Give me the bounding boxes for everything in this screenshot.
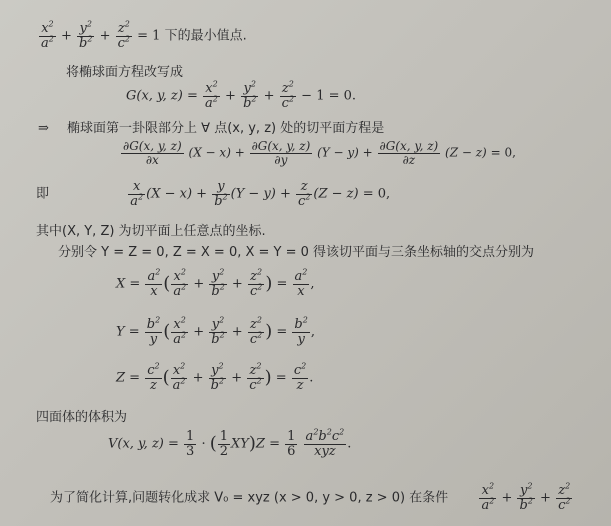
line-Y-intercept: Y = $\frac{b^2}{y}$ ( $\frac{x^2}{a^2}$ + $\frac{y^2}{b^2}$ + $\frac{z^2}{c^2}$ ) = $\frac{b^2}{y}$ ,	[116, 315, 315, 347]
line-simplified-plane: 即 $\frac{x}{a^2}$ (X − x) + $\frac{y}{b^2}$ (Y − y) + $\frac{z}{c^2}$ (Z − z) = 0,	[36, 179, 391, 209]
line-volume-formula: V(x, y, z) = $\frac{1}{3}$ · ( $\frac{1}{2}$ XY)Z = $\frac{1}{6}$ $\frac{a^2b^2c^2}{\text{xyz}}$ .	[108, 427, 352, 459]
line-ellipsoid-condition: $\frac{x^2}{a^2}$ + $\frac{y^2}{b^2}$ + $\frac{z^2}{c^2}$ = 1 下的最小值点.	[41, 19, 247, 51]
line-Z-intercept: Z = $\frac{c^2}{z}$ ( $\frac{x^2}{a^2}$ + $\frac{y^2}{b^2}$ + $\frac{z^2}{c^2}$ ) = $\frac{c^2}{z}$ .	[116, 361, 314, 393]
line-tangent-plane-intro: ⇒ 椭球面第一卦限部分上 ∀ 点(x, y, z) 处的切平面方程是	[38, 121, 385, 136]
line-G-definition: G(x, y, z) = $\frac{x^2}{a^2}$ + $\frac{y^2}{b^2}$ + $\frac{z^2}{c^2}$ − 1 = 0.	[126, 79, 357, 111]
line-tangent-plane-equation: $\frac{\partial G(x, y, z)}{\partial x}$ (X − x) + $\frac{\partial G(x, y, z)}{\partial y}$ (Y − y) + $\frac{\partial G(x, y, z)}{\partial z}$ (Z − z) = 0,	[123, 139, 516, 167]
line-rewrite-intro: 将椭球面方程改写成	[66, 65, 184, 80]
line-optimization-condition: 为了简化计算,问题转化成求 V₀ = xyz (x > 0, y > 0, z > 0) 在条件 $\frac{x^2}{a^2}$ + $\frac{y^2}{b^2}$ + $\frac{z^2}{c^2}$	[50, 481, 571, 513]
line-volume-intro: 四面体的体积为	[36, 410, 128, 425]
line-XYZ-meaning: 其中(X, Y, Z) 为切平面上任意点的坐标.	[36, 224, 266, 239]
line-intercepts-intro: 分别令 Y = Z = 0, Z = X = 0, X = Y = 0 得该切平面与三条坐标轴的交点分别为	[58, 245, 535, 260]
line-X-intercept: X = $\frac{a^2}{x}$ ( $\frac{x^2}{a^2}$ + $\frac{y^2}{b^2}$ + $\frac{z^2}{c^2}$ ) = $\frac{a^2}{x}$ ,	[116, 267, 315, 299]
